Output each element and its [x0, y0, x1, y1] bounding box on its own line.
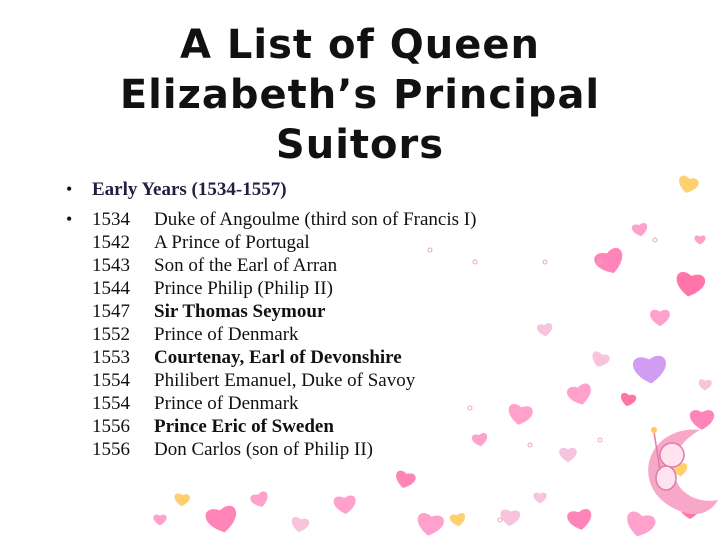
suitor-name: Prince Philip (Philip II)	[154, 278, 333, 299]
suitor-name: Philibert Emanuel, Duke of Savoy	[154, 370, 416, 391]
heart-icon	[499, 509, 520, 527]
heart-icon	[694, 236, 705, 245]
heart-icon	[174, 493, 190, 507]
title-line-2: Elizabeth’s Principal	[119, 72, 601, 118]
sparkle-icon	[498, 518, 502, 522]
title-line-3: Suitors	[275, 122, 445, 168]
suitor-year: 1534	[92, 209, 130, 230]
suitor-name: Prince of Denmark	[154, 324, 299, 345]
bullet-dot-icon: •	[66, 209, 73, 229]
suitor-name: Sir Thomas Seymour	[154, 301, 326, 322]
heart-icon	[671, 463, 688, 478]
heart-icon	[393, 470, 416, 491]
suitor-year: 1554	[92, 393, 130, 414]
heart-icon	[690, 410, 714, 430]
suitor-row	[92, 346, 604, 369]
title-line-1: A List of Queen	[180, 22, 540, 68]
suitor-year: 1553	[92, 347, 130, 368]
suitor-name: A Prince of Portugal	[154, 232, 310, 253]
heart-icon	[566, 508, 593, 532]
suitor-row	[92, 438, 604, 461]
heart-icon	[153, 515, 166, 526]
suitor-list	[92, 208, 604, 461]
suitor-row	[92, 208, 604, 231]
suitor-row	[92, 300, 604, 323]
bullet-suitors	[64, 208, 604, 461]
heart-icon	[698, 379, 712, 391]
heart-icon	[632, 355, 667, 385]
section-heading: Early Years (1534-1557)	[92, 179, 287, 200]
suitor-name: Duke of Angoulme (third son of Francis I)	[154, 209, 477, 230]
suitor-name: Don Carlos (son of Philip II)	[154, 439, 374, 460]
suitor-row	[92, 231, 604, 254]
suitor-row	[92, 254, 604, 277]
heart-icon	[449, 512, 466, 527]
suitor-year: 1544	[92, 278, 130, 299]
suitor-row	[92, 369, 604, 392]
heart-icon	[679, 501, 701, 519]
heart-icon	[623, 510, 657, 540]
suitor-row	[92, 323, 604, 346]
heart-icon	[533, 493, 546, 504]
heart-icon	[619, 392, 637, 408]
suitor-year: 1556	[92, 439, 130, 460]
heart-icon	[415, 512, 445, 538]
suitor-year: 1542	[92, 232, 130, 253]
bullet-early-years	[64, 178, 604, 202]
suitor-name: Prince Eric of Sweden	[154, 416, 334, 437]
heart-icon	[290, 516, 310, 533]
heart-icon	[204, 504, 239, 535]
sparkle-icon	[653, 238, 657, 242]
bullet-dot-icon: •	[66, 179, 73, 199]
heart-icon	[249, 490, 271, 510]
suitor-row	[92, 392, 604, 415]
heart-icon	[650, 310, 670, 326]
suitor-year: 1554	[92, 370, 130, 391]
suitor-year: 1547	[92, 301, 130, 322]
suitor-row	[92, 415, 604, 438]
suitor-name: Son of the Earl of Arran	[154, 255, 338, 276]
heart-icon	[676, 175, 699, 196]
bullet-list	[64, 178, 604, 467]
suitor-name: Courtenay, Earl of Devonshire	[154, 347, 402, 368]
suitor-name: Prince of Denmark	[154, 393, 299, 414]
suitor-row	[92, 277, 604, 300]
heart-icon	[674, 271, 706, 299]
slide-title	[40, 20, 680, 170]
heart-icon	[631, 222, 648, 237]
suitor-year: 1556	[92, 416, 130, 437]
suitor-year: 1552	[92, 324, 130, 345]
cupid-moon-icon	[648, 427, 718, 514]
suitor-year: 1543	[92, 255, 130, 276]
heart-icon	[333, 495, 357, 515]
